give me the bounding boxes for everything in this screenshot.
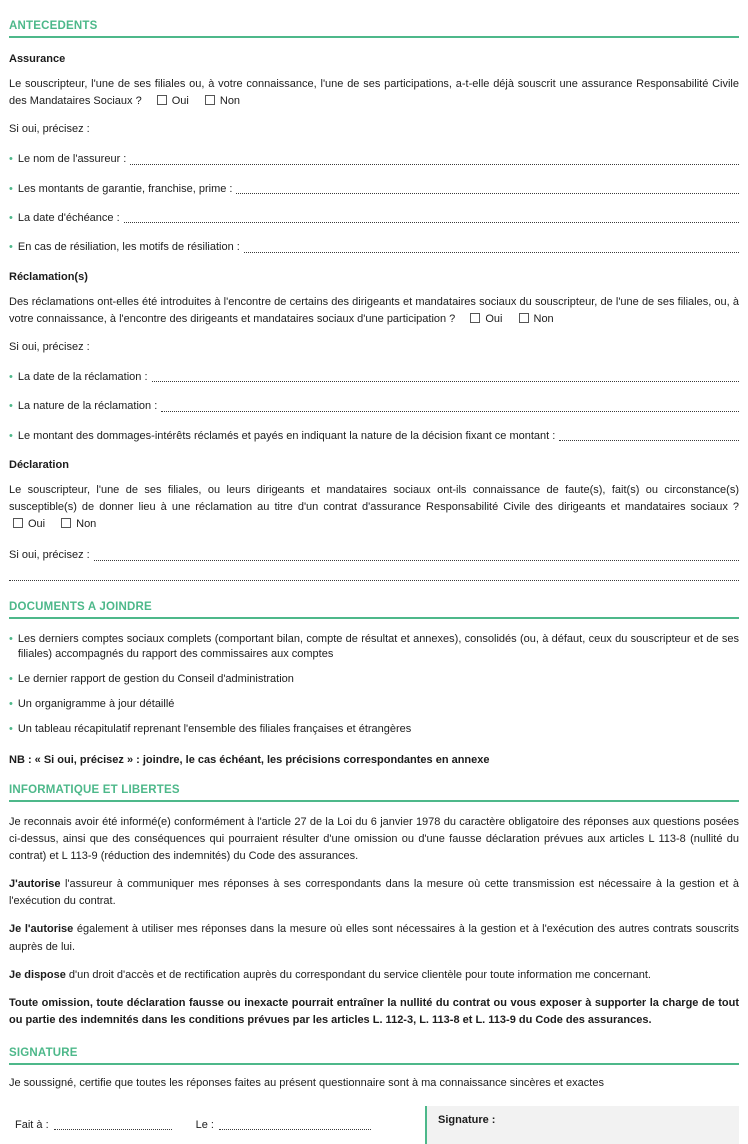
bullet-icon xyxy=(9,370,13,385)
lead-je-dispose: Je dispose xyxy=(9,968,66,981)
fill-in-line-montant-dommages[interactable] xyxy=(559,440,739,441)
label-oui: Oui xyxy=(485,312,503,325)
subheading-assurance: Assurance xyxy=(9,53,66,65)
fill-in-line-declaration-1[interactable] xyxy=(94,560,739,561)
subheading-declaration: Déclaration xyxy=(9,459,69,472)
fill-in-line-resiliation[interactable] xyxy=(244,252,739,253)
fill-in-line-le[interactable] xyxy=(219,1129,371,1130)
fill-in-line-echeance[interactable] xyxy=(124,222,739,223)
si-oui-precisez-assurance: Si oui, précisez : xyxy=(9,123,90,136)
informatique-paragraph-5: Toute omission, toute déclaration fausse ou inexacte pourrait entraîner la nullité du contrat ou vous exposer à supporter la charge de tout ou partie des indemnités dans les conditions prévues par les articles L. 112-3, L. 113-8 et L. 113-9 du Code des assurances. xyxy=(9,996,739,1026)
bullet-icon xyxy=(9,211,13,226)
bullet-icon xyxy=(9,429,13,444)
question-declaration xyxy=(9,482,739,533)
informatique-paragraph-3: Je l'autorise également à utiliser mes réponses dans la mesure où elles sont nécessaires à la gestion et à l'exécution des autres contrats souscrits auprès de lui. xyxy=(9,923,739,953)
checkbox-assurance-non[interactable] xyxy=(205,95,215,105)
fill-in-line-nature-reclamation[interactable] xyxy=(161,411,739,412)
label-non: Non xyxy=(533,312,554,325)
fill-in-line-date-reclamation[interactable] xyxy=(152,381,740,382)
label-oui: Oui xyxy=(171,95,189,108)
document-item: • Les derniers comptes sociaux complets (comportant bilan, compte de résultat et annexes), consolidés (ou, à défaut, ceux du souscripteur et de ses filiales) accompagnés du rapport des commissaires aux comptes xyxy=(9,632,739,664)
checkbox-reclamations-oui[interactable] xyxy=(470,313,480,323)
bullet-icon xyxy=(9,632,13,664)
checkbox-declaration-non[interactable] xyxy=(61,518,71,528)
signature-box[interactable] xyxy=(425,1106,739,1144)
answer-group-declaration xyxy=(9,518,96,530)
question-reclamations xyxy=(9,294,739,328)
signature-label: Signature : xyxy=(438,1113,496,1126)
bullet-icon xyxy=(9,722,13,738)
signature-footer xyxy=(9,1106,739,1144)
section-rule xyxy=(9,36,739,38)
section-rule xyxy=(9,1063,739,1065)
nb-note: NB : « Si oui, précisez » : joindre, le cas échéant, les précisions correspondantes en annexe xyxy=(9,754,490,767)
informatique-paragraph-4: Je dispose d'un droit d'accès et de rectification auprès du correspondant du service clientèle pour toute information me concernant. xyxy=(9,968,651,981)
section-informatique-header xyxy=(9,784,739,802)
checkbox-declaration-oui[interactable] xyxy=(13,518,23,528)
bullet-icon xyxy=(9,672,13,688)
lead-jautorise: J'autorise xyxy=(9,878,61,891)
field-si-oui-declaration: Si oui, précisez : xyxy=(9,548,739,563)
subheading-reclamations: Réclamation(s) xyxy=(9,270,88,283)
bullet-icon xyxy=(9,399,13,414)
bullet-icon xyxy=(9,182,13,197)
checkbox-assurance-oui[interactable] xyxy=(157,95,167,105)
field-motifs-resiliation: • En cas de résiliation, les motifs de résiliation : xyxy=(9,240,739,255)
section-signature-header xyxy=(9,1047,739,1065)
section-title-signature: SIGNATURE xyxy=(9,1046,78,1059)
section-rule xyxy=(9,617,739,619)
section-title-documents: DOCUMENTS A JOINDRE xyxy=(9,600,152,613)
answer-group-assurance xyxy=(145,95,240,107)
question-assurance xyxy=(9,76,739,110)
fill-in-line-nom-assureur[interactable] xyxy=(130,164,739,165)
section-rule xyxy=(9,800,739,802)
fill-in-line-montants[interactable] xyxy=(236,193,739,194)
document-item: • Un tableau récapitulatif reprenant l'ensemble des filiales françaises et étrangères xyxy=(9,722,739,738)
signature-statement: Je soussigné, certifie que toutes les réponses faites au présent questionnaire sont à ma connaissance sincères et exactes xyxy=(9,1076,604,1089)
question-assurance-text: Le souscripteur, l'une de ses filiales ou, à votre connaissance, l'une de ses participations, a-t-elle déjà souscrit une assurance Responsabilité Civile des Mandataires Sociaux ? xyxy=(9,78,739,108)
label-oui: Oui xyxy=(28,518,46,531)
field-nom-assureur: • Le nom de l'assureur : xyxy=(9,152,739,167)
le-label: Le : xyxy=(195,1118,214,1131)
fait-le-row xyxy=(9,1106,425,1144)
bullet-icon xyxy=(9,697,13,713)
question-reclamations-text: Des réclamations ont-elles été introduites à l'encontre de certains des dirigeants et mandataires sociaux du souscripteur, de l'une de ses filiales, ou, à votre connaissance, à l'encontre des dirigeants et mandataires sociaux d'une participation ? xyxy=(9,295,739,325)
field-date-echeance: • La date d'échéance : xyxy=(9,211,739,226)
section-documents-header xyxy=(9,601,739,619)
section-title-antecedents: ANTECEDENTS xyxy=(9,20,98,32)
fill-in-line-fait-a[interactable] xyxy=(54,1129,172,1130)
document-item: • Le dernier rapport de gestion du Conseil d'administration xyxy=(9,672,739,688)
bullet-icon xyxy=(9,152,13,167)
section-title-informatique: INFORMATIQUE ET LIBERTES xyxy=(9,784,180,797)
bullet-icon xyxy=(9,240,13,255)
fill-in-line-declaration-2[interactable] xyxy=(9,579,739,581)
field-nature-reclamation: • La nature de la réclamation : xyxy=(9,399,739,414)
document-item: • Un organigramme à jour détaillé xyxy=(9,697,739,713)
lead-je-lautorise: Je l'autorise xyxy=(9,923,74,936)
answer-group-reclamations xyxy=(458,313,553,325)
informatique-paragraph-1: Je reconnais avoir été informé(e) conformément à l'article 27 de la Loi du 6 janvier 1978 du caractère obligatoire des réponses aux questions posées ci-dessus, ainsi que des conséquences qui pourraient résulter d'une omission ou d'une fausse déclaration prévues aux articles L 113-8 (nullité du contrat) et L 113-9 (réduction des indemnités) du Code des assurances. xyxy=(9,816,739,863)
question-declaration-text: Le souscripteur, l'une de ses filiales, ou leurs dirigeants et mandataires sociaux ont-ils connaissance de faute(s), fait(s) ou circonstance(s) susceptible(s) de donner lieu à une réclamation au titre d'un contrat d'assurance Responsabilité Civile des dirigeants et mandataires sociaux ? xyxy=(9,484,739,514)
field-montants-garantie: • Les montants de garantie, franchise, prime : xyxy=(9,182,739,197)
checkbox-reclamations-non[interactable] xyxy=(519,313,529,323)
field-date-reclamation: • La date de la réclamation : xyxy=(9,370,739,385)
si-oui-precisez-reclamations: Si oui, précisez : xyxy=(9,340,90,353)
section-antecedents-header xyxy=(9,20,739,38)
field-montant-dommages: • Le montant des dommages-intérêts réclamés et payés en indiquant la nature de la décision fixant ce montant : xyxy=(9,429,739,444)
informatique-paragraph-2: J'autorise l'assureur à communiquer mes réponses à ses correspondants dans la mesure où cette transmission est nécessaire à la gestion et à l'exécution du contrat. xyxy=(9,878,739,908)
label-non: Non xyxy=(76,518,97,531)
label-non: Non xyxy=(219,95,241,108)
fait-a-label: Fait à : xyxy=(15,1118,49,1131)
